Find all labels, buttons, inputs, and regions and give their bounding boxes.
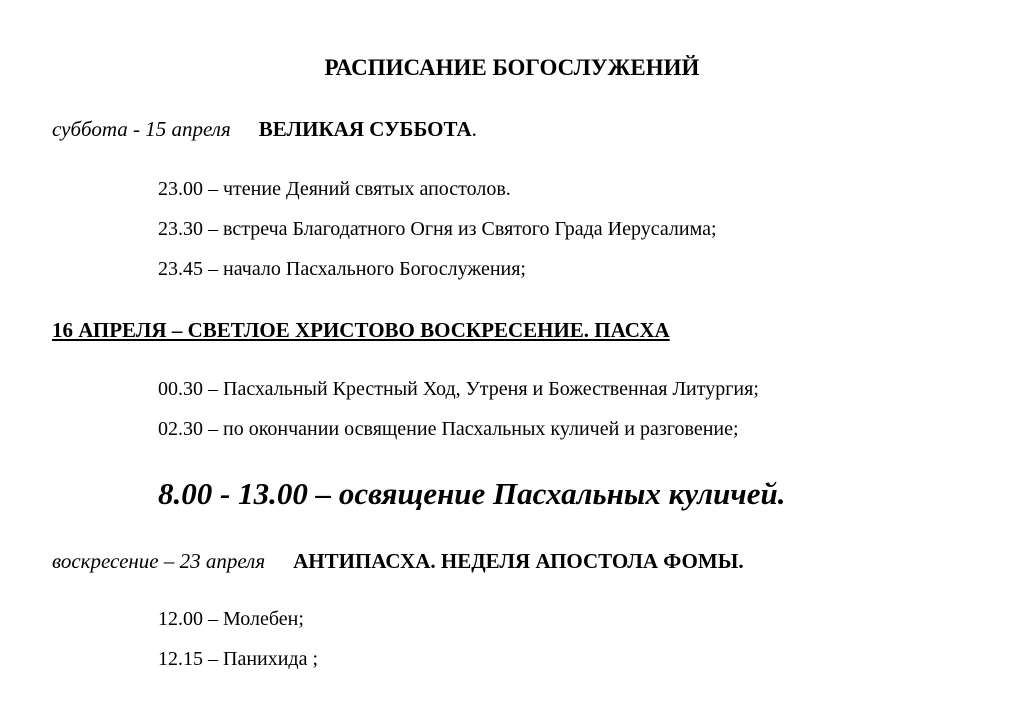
highlight-blessing-kulich: 8.00 - 13.00 – освящение Пасхальных куличей. (158, 476, 786, 511)
schedule-item: 02.30 – по окончании освящение Пасхальных куличей и разговение; (158, 418, 739, 440)
page-title: РАСПИСАНИЕ БОГОСЛУЖЕНИЙ (324, 55, 700, 80)
day-date: воскресение – 23 апреля (52, 549, 266, 573)
schedule-item: 00.30 – Пасхальный Крестный Ход, Утреня и Божественная Литургия; (158, 378, 759, 400)
schedule-item: 12.15 – Панихида ; (158, 648, 319, 670)
day-name-suffix: . (471, 117, 477, 141)
day-date: суббота - 15 апреля (52, 117, 231, 141)
schedule-item: 12.00 – Молебен; (158, 608, 304, 630)
schedule-item: 23.30 – встреча Благодатного Огня из Святого Града Иерусалима; (158, 218, 717, 240)
day-name: АНТИПАСХА. НЕДЕЛЯ АПОСТОЛА ФОМЫ. (293, 549, 744, 573)
section-heading-easter: 16 АПРЕЛЯ – СВЕТЛОЕ ХРИСТОВО ВОСКРЕСЕНИЕ. ПАСХА (52, 318, 670, 342)
day-header-sunday (52, 548, 744, 574)
day-header-saturday (52, 116, 477, 142)
day-name: ВЕЛИКАЯ СУББОТА (258, 117, 472, 141)
schedule-item: 23.45 – начало Пасхального Богослужения; (158, 258, 526, 280)
schedule-item: 23.00 – чтение Деяний святых апостолов. (158, 178, 511, 200)
